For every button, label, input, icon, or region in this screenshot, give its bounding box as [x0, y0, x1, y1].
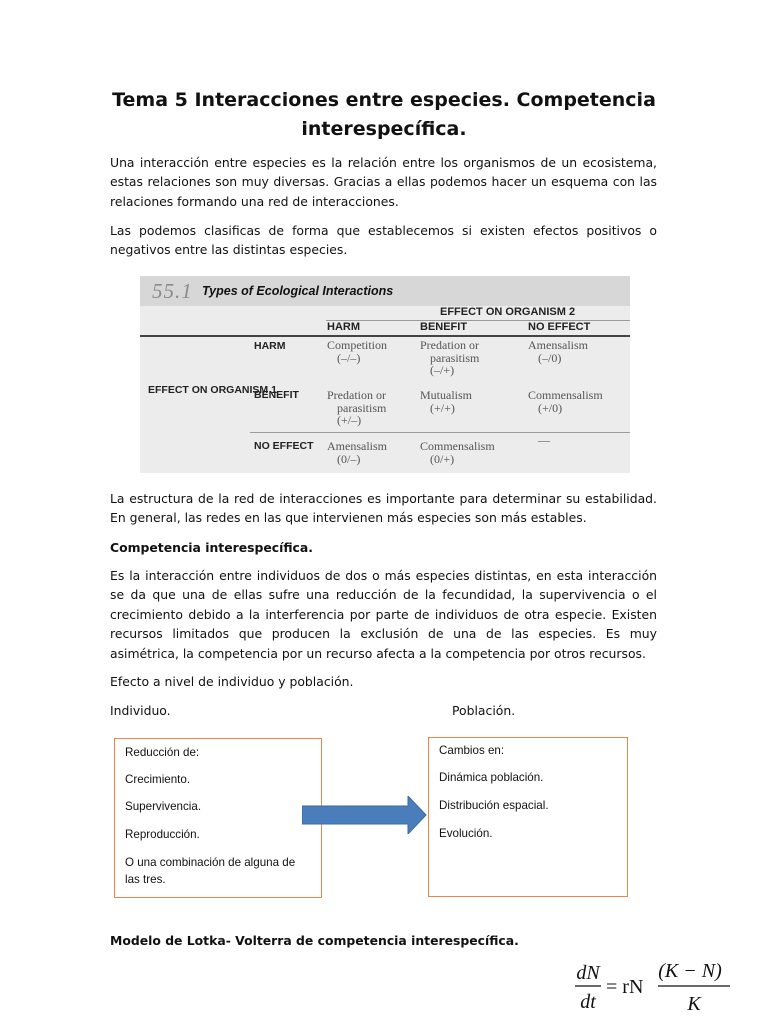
cell-no-effect-no-effect: —	[538, 433, 550, 447]
poblacion-label: Población.	[452, 703, 516, 718]
cell-harm-benefit: Predation or parasitism (–/+)	[420, 338, 480, 377]
formula-rhs-numerator: (K − N)	[658, 960, 722, 982]
box-right-item: Distribución espacial.	[439, 799, 549, 812]
cell-benefit-no-effect: Commensalism (+/0)	[528, 388, 603, 415]
formula-eq: = rN	[606, 976, 644, 998]
figure-number: 55.1	[152, 279, 193, 303]
box-right-item: Dinámica población.	[439, 771, 544, 784]
cell-no-effect-benefit: Commensalism (0/+)	[420, 439, 495, 466]
box-left-item: Reducción de:	[125, 746, 200, 759]
cell-benefit-benefit: Mutualism (+/+)	[420, 388, 473, 415]
row-label-benefit: BENEFIT	[254, 389, 299, 401]
stability-paragraph: La estructura de la red de interacciones es importante para determinar su estabilidad. En general, las redes en las que intervienen más especies son más estables.	[110, 491, 657, 526]
box-left-item: O una combinación de alguna de las tres.	[125, 856, 296, 886]
column-header-no-effect: NO EFFECT	[528, 321, 591, 333]
box-right-item: Evolución.	[439, 827, 493, 840]
classification-paragraph: Las podemos clasificas de forma que establecemos si existen efectos positivos o negativos entre las distintas especies.	[110, 223, 657, 258]
box-left-item: Crecimiento.	[125, 773, 191, 786]
formula-lhs-numerator: dN	[576, 962, 600, 984]
formula-rhs-denominator: K	[687, 993, 701, 1015]
intro-paragraph: Una interacción entre especies es la relación entre los organismos de un ecosistema, estas relaciones son muy diversas. Gracias a ellas podemos hacer un esquema con las relaciones formando una red de interacciones.	[110, 155, 657, 209]
column-header-benefit: BENEFIT	[420, 321, 468, 333]
cell-harm-no-effect: Amensalism (–/0)	[528, 338, 588, 365]
page-title: Tema 5 Interacciones entre especies. Competencia interespecífica.	[112, 89, 656, 140]
cell-harm-harm: Competition (–/–)	[327, 338, 387, 365]
formula-lhs-denominator: dt	[580, 991, 596, 1013]
effect-heading: Efecto a nivel de individuo y población.	[110, 674, 354, 689]
cell-no-effect-harm: Amensalism (0/–)	[327, 439, 387, 466]
section-heading: Competencia interespecífica.	[110, 540, 313, 555]
box-left-item: Reproducción.	[125, 828, 200, 841]
individuo-label: Individuo.	[110, 703, 171, 718]
row-rule	[250, 432, 630, 433]
ecological-interactions-table	[140, 276, 630, 473]
figure-title: Types of Ecological Interactions	[202, 284, 394, 298]
population-effects-box	[428, 737, 628, 897]
cell-benefit-harm: Predation or parasitism (+/–)	[327, 388, 387, 427]
competition-paragraph: Es la interacción entre individuos de dos o más especies distintas, en esta interacción se da que una de ellas sufre una reducción de la fecundidad, la supervivencia o el crecimiento debido a la interferencia por parte de individuos de otra especie. Existen recursos limitados que producen la exclusión de una de las especies. Es muy asimétrica, la competencia por un recurso afecta a la competencia por otros recursos.	[110, 568, 657, 661]
header-rule	[140, 335, 630, 337]
row-group-header: EFFECT ON ORGANISM 1	[148, 384, 277, 396]
box-right-item: Cambios en:	[439, 744, 505, 757]
column-header-harm: HARM	[327, 321, 360, 333]
row-label-no-effect: NO EFFECT	[254, 440, 314, 452]
lotka-volterra-formula	[574, 955, 734, 1017]
individual-effects-box	[114, 738, 322, 898]
lotka-volterra-heading: Modelo de Lotka- Volterra de competencia interespecífica.	[110, 933, 519, 948]
row-label-harm: HARM	[254, 340, 286, 352]
box-left-item: Supervivencia.	[125, 800, 202, 813]
column-group-header: EFFECT ON ORGANISM 2	[440, 306, 576, 318]
effect-arrow-icon	[302, 796, 427, 834]
